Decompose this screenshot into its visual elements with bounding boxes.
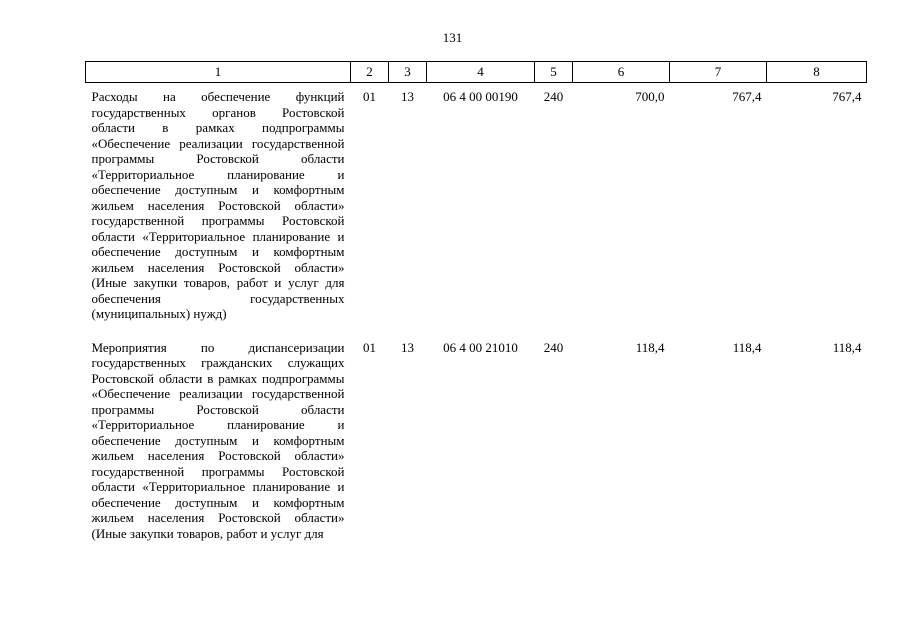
table-row [86, 83, 867, 334]
header-col-3: 3 [389, 62, 427, 83]
header-col-1: 1 [86, 62, 351, 83]
header-col-7: 7 [670, 62, 767, 83]
row-section-code: 01 [363, 339, 376, 355]
header-col-5: 5 [535, 62, 573, 83]
header-col-2: 2 [351, 62, 389, 83]
table-header-row [86, 62, 867, 83]
row-value-col8: 767,4 [832, 89, 862, 104]
row-value-col7: 118,4 [732, 339, 762, 355]
row-section-code: 01 [363, 89, 376, 104]
header-col-4: 4 [427, 62, 535, 83]
header-col-6: 6 [573, 62, 670, 83]
row-target-code: 06 4 00 00190 [443, 89, 518, 104]
row-value-col7: 767,4 [732, 89, 762, 104]
row-value-col6: 118,4 [635, 339, 665, 355]
row-subsection-code: 13 [401, 89, 414, 104]
row-description: Мероприятия по диспансеризации государственных гражданских служащих Ростовской области в рамках подпрограммы «Обеспечение реализации государственной программы Ростовской области «Территориальное планирование и обеспечение доступным и комфортным жильем населения Ростовской области» государственной программы Ростовской области «Территориальное планирование и обеспечение доступным и комфортным жильем населения Ростовской области» (Иные закупки товаров, работ и услуг для [91, 339, 345, 541]
table-row [86, 334, 867, 542]
page-number: 131 [442, 30, 463, 45]
row-value-col6: 700,0 [635, 89, 665, 104]
row-description: Расходы на обеспечение функций государственных органов Ростовской области в рамках подпрограммы «Обеспечение реализации государственной программы Ростовской области «Территориальное планирование и обеспечение доступным и комфортным жильем населения Ростовской области» государственной программы Ростовской области «Территориальное планирование и обеспечение доступным и комфортным жильем населения Ростовской области» (Иные закупки товаров, работ и услуг для обеспечения государственных (муниципальных) нужд) [91, 89, 345, 321]
row-expense-type: 240 [543, 89, 564, 104]
budget-table [85, 61, 867, 541]
row-subsection-code: 13 [401, 339, 414, 355]
header-col-8: 8 [767, 62, 867, 83]
row-value-col8: 118,4 [832, 339, 862, 355]
row-target-code: 06 4 00 21010 [443, 339, 518, 355]
row-expense-type: 240 [543, 339, 564, 355]
